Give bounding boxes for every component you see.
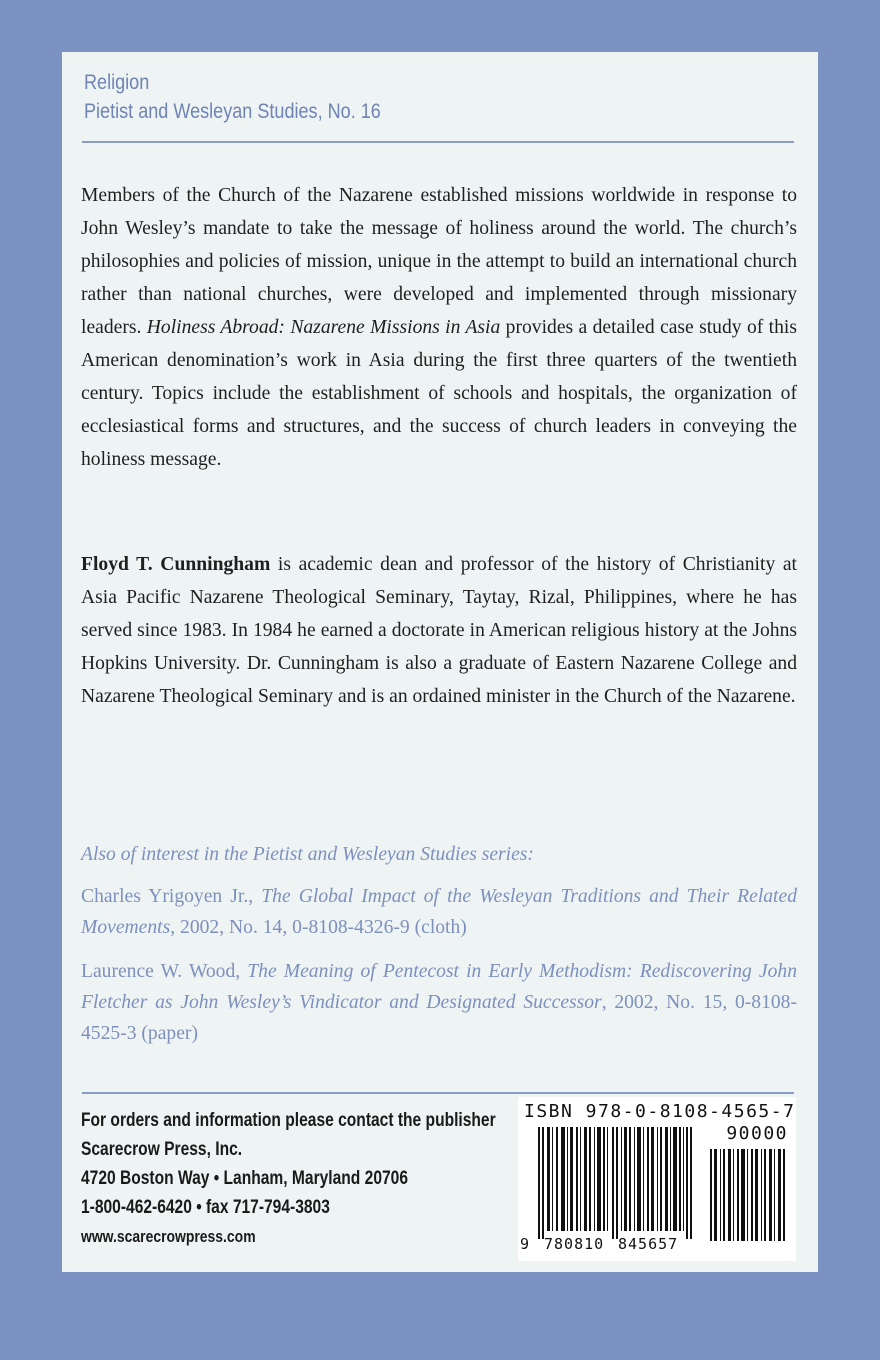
ean-bars [532, 1127, 702, 1239]
back-cover-panel [62, 52, 818, 1272]
orders-contact-line: For orders and information please contact the publisher [81, 1110, 496, 1131]
publisher-name: Scarecrow Press, Inc. [81, 1139, 243, 1160]
category-label: Religion [84, 71, 150, 94]
category-block [84, 68, 381, 126]
author-name: Floyd T. Cunningham [81, 554, 271, 575]
ean-group-1: 780810 [544, 1235, 605, 1253]
book-description: Members of the Church of the Nazarene established missions worldwide in response to John Wesley’s mandate to take the message of holiness around the world. The church’s philosophies and policies of mission, unique in the attempt to build an international church rather than national churches, were developed and implemented through missionary leaders. Holiness Abroad: Nazarene Missions in Asia provides a detailed case study of this American denomination’s work in Asia during the first three quarters of the twentieth century. Topics include the establishment of schools and hospitals, the organization of ecclesiastical forms and structures, and the success of church leaders in conveying the holiness message. [81, 185, 797, 470]
price-code: 90000 [726, 1123, 788, 1144]
related-title-1: Charles Yrigoyen Jr., The Global Impact of the Wesleyan Traditions and Their Related Movements, 2002, No. 14, 0-8108-4326-9 (cloth) [81, 886, 797, 938]
related-title-2: Laurence W. Wood, The Meaning of Pentecost in Early Methodism: Rediscovering John Fletcher as John Wesley’s Vindicator and Designated Successor, 2002, No. 15, 0-8108-4525-3 (paper) [81, 961, 798, 1044]
publisher-website: www.scarecrowpress.com [81, 1227, 256, 1246]
publisher-address: 4720 Boston Way • Lanham, Maryland 20706 [81, 1168, 408, 1189]
also-of-interest-heading: Also of interest in the Pietist and Wesleyan Studies series: [81, 844, 534, 865]
price-addon-bars [708, 1149, 788, 1241]
ean-first-digit: 9 [520, 1235, 530, 1253]
publisher-info [81, 1106, 496, 1251]
series-label: Pietist and Wesleyan Studies, No. 16 [84, 100, 381, 123]
isbn-barcode [518, 1097, 796, 1261]
author-bio: Floyd T. Cunningham is academic dean and professor of the history of Christianity at Asia Pacific Nazarene Theological Seminary, Taytay, Rizal, Philippines, where he has served since 1983. In 1984 he earned a doctorate in American religious history at the Johns Hopkins University. Dr. Cunningham is also a graduate of Eastern Nazarene College and Nazarene Theological Seminary and is an ordained minister in the Church of the Nazarene. [81, 554, 797, 707]
bottom-divider [82, 1092, 794, 1094]
top-divider [82, 141, 794, 143]
publisher-phone: 1-800-462-6420 • fax 717-794-3803 [81, 1197, 330, 1218]
isbn-label: ISBN 978-0-8108-4565-7 [524, 1101, 796, 1122]
ean-group-2: 845657 [618, 1235, 679, 1253]
book-title: Holiness Abroad: Nazarene Missions in Asia [146, 317, 501, 338]
